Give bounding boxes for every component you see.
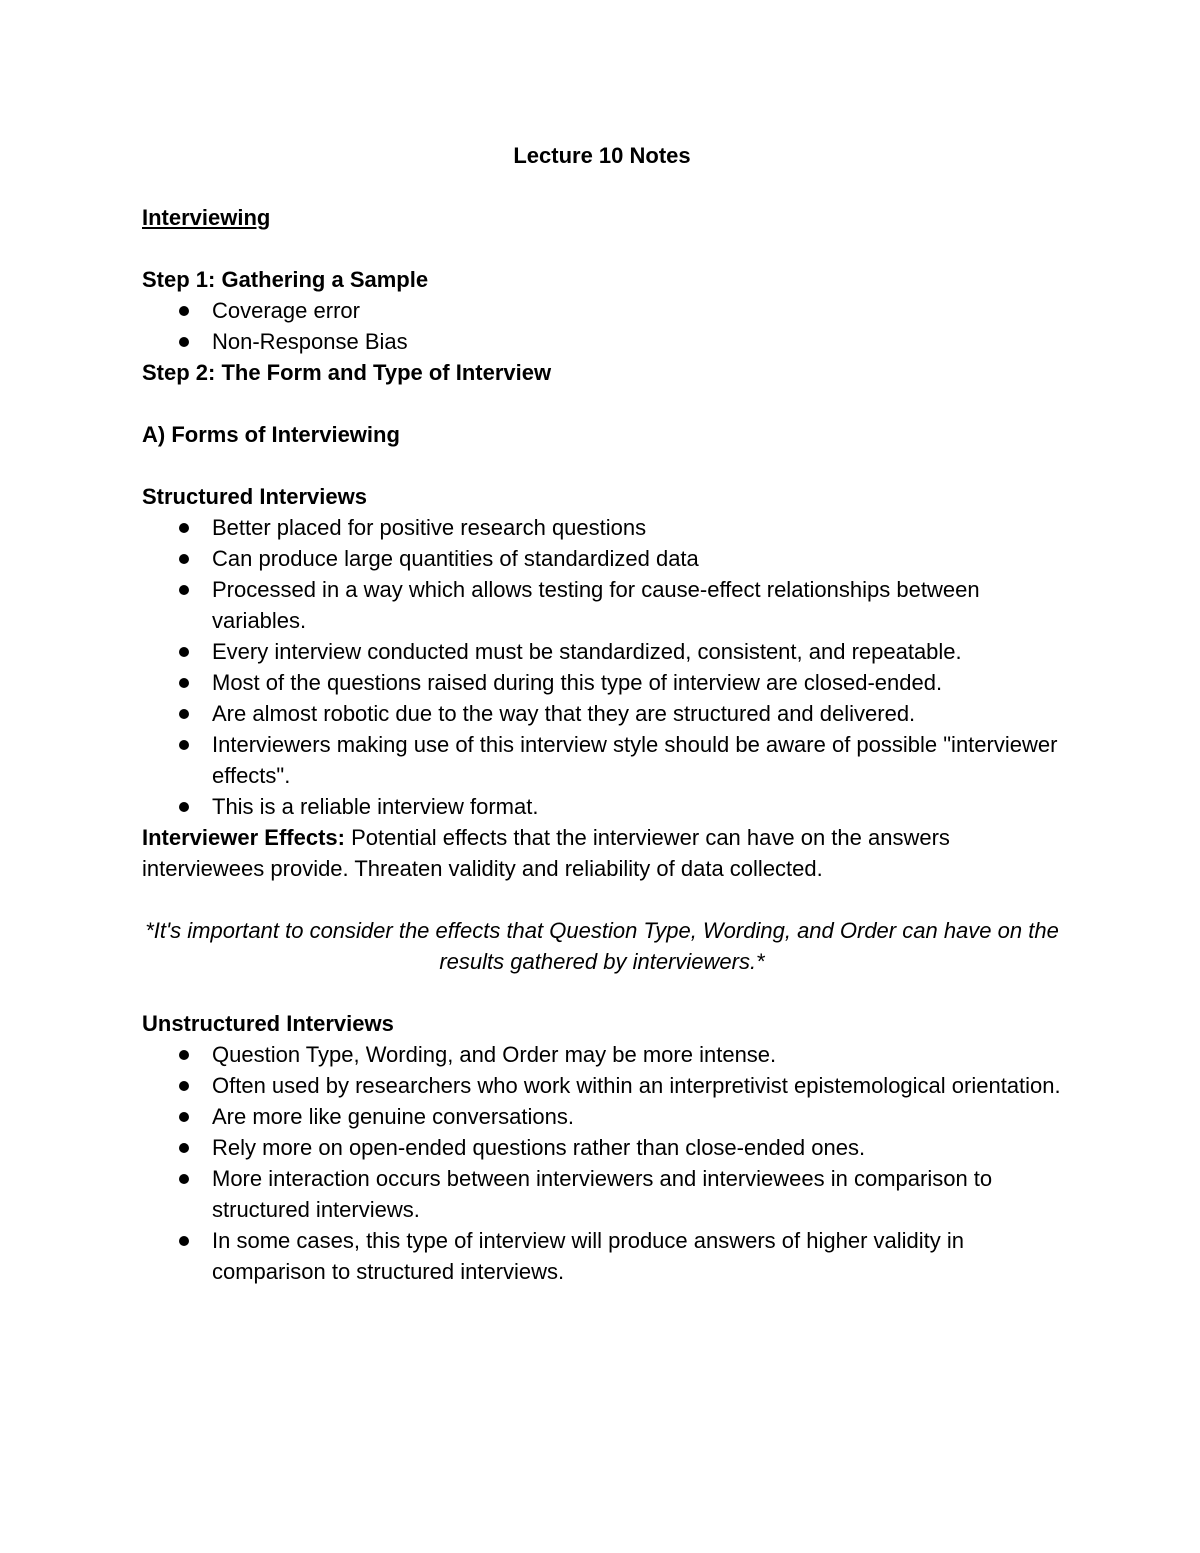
list-item-text: This is a reliable interview format. — [212, 794, 539, 819]
important-note: *It's important to consider the effects that Question Type, Wording, and Order can have on the results gathered by interviewers.* — [145, 918, 1059, 974]
unstructured-heading: Unstructured Interviews — [142, 1011, 394, 1036]
list-item — [142, 698, 1062, 729]
definition-text: Potential effects that the interviewer can have on the answers interviewees provide. Threaten validity and reliability of data collected. — [142, 825, 950, 881]
list-item — [142, 1101, 1062, 1132]
list-item-text: More interaction occurs between interviewers and interviewees in comparison to structured interviews. — [212, 1166, 993, 1222]
bullet-icon — [179, 678, 189, 688]
list-item-text: Non-Response Bias — [212, 329, 408, 354]
bullet-icon — [179, 1143, 189, 1153]
list-item-text: Most of the questions raised during this type of interview are closed-ended. — [212, 670, 943, 695]
list-item — [142, 1070, 1062, 1101]
document-body — [142, 140, 1062, 1287]
step1-heading: Step 1: Gathering a Sample — [142, 267, 429, 292]
bullet-icon — [179, 802, 189, 812]
list-item-text: Question Type, Wording, and Order may be more intense. — [212, 1042, 777, 1067]
list-item — [142, 512, 1062, 543]
step1-list — [142, 295, 1062, 357]
list-item — [142, 667, 1062, 698]
unstructured-list — [142, 1039, 1062, 1287]
interviewer-effects-definition — [142, 822, 1062, 884]
bullet-icon — [179, 337, 189, 347]
bullet-icon — [179, 1112, 189, 1122]
list-item-text: In some cases, this type of interview will produce answers of higher validity in comparison to structured interviews. — [212, 1228, 965, 1284]
list-item-text: Are more like genuine conversations. — [212, 1104, 574, 1129]
list-item-text: Coverage error — [212, 298, 360, 323]
bullet-icon — [179, 1050, 189, 1060]
bullet-icon — [179, 523, 189, 533]
list-item-text: Are almost robotic due to the way that they are structured and delivered. — [212, 701, 916, 726]
list-item-text: Every interview conducted must be standardized, consistent, and repeatable. — [212, 639, 962, 664]
section-heading-interviewing: Interviewing — [142, 205, 271, 230]
bullet-icon — [179, 1236, 189, 1246]
list-item-text: Can produce large quantities of standardized data — [212, 546, 699, 571]
list-item-text: Rely more on open-ended questions rather than close-ended ones. — [212, 1135, 866, 1160]
list-item-text: Often used by researchers who work within an interpretivist epistemological orientation. — [212, 1073, 1061, 1098]
bullet-icon — [179, 306, 189, 316]
list-item — [142, 1163, 1062, 1225]
list-item — [142, 729, 1062, 791]
bullet-icon — [179, 1081, 189, 1091]
bullet-icon — [179, 709, 189, 719]
definition-term: Interviewer Effects: — [142, 825, 345, 850]
list-item — [142, 1039, 1062, 1070]
list-item — [142, 791, 1062, 822]
list-item-text: Better placed for positive research questions — [212, 515, 647, 540]
list-item — [142, 295, 1062, 326]
list-item-text: Processed in a way which allows testing for cause-effect relationships between variables. — [212, 577, 980, 633]
list-item — [142, 574, 1062, 636]
page-title: Lecture 10 Notes — [513, 143, 691, 168]
structured-heading: Structured Interviews — [142, 484, 367, 509]
step2-heading: Step 2: The Form and Type of Interview — [142, 360, 552, 385]
list-item — [142, 543, 1062, 574]
bullet-icon — [179, 740, 189, 750]
list-item-text: Interviewers making use of this interview style should be aware of possible "interviewer effects". — [212, 732, 1058, 788]
bullet-icon — [179, 647, 189, 657]
structured-list — [142, 512, 1062, 822]
forms-heading: A) Forms of Interviewing — [142, 422, 400, 447]
bullet-icon — [179, 1174, 189, 1184]
bullet-icon — [179, 585, 189, 595]
list-item — [142, 326, 1062, 357]
bullet-icon — [179, 554, 189, 564]
list-item — [142, 1225, 1062, 1287]
list-item — [142, 636, 1062, 667]
list-item — [142, 1132, 1062, 1163]
